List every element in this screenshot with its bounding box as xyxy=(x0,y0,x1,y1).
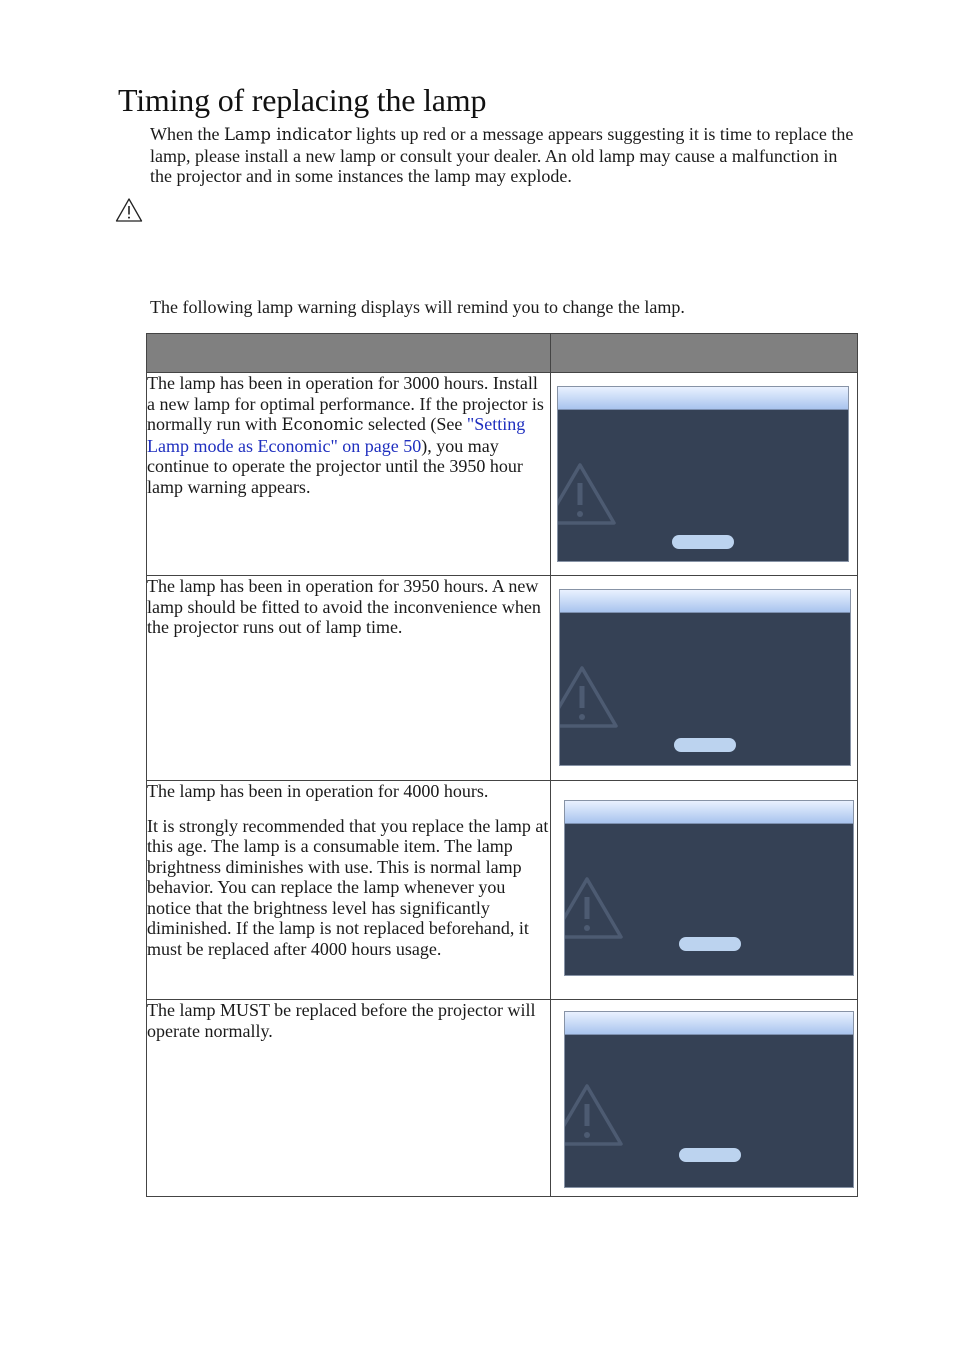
screen-title-bar xyxy=(565,801,853,824)
screen-warning-icon xyxy=(565,873,625,943)
screen-warning-icon xyxy=(565,1080,625,1150)
screen-ok-button[interactable] xyxy=(672,535,734,549)
economic-mode-link[interactable]: "Setting Lamp mode as Economic" on page 50 xyxy=(147,414,526,456)
header-cell-message xyxy=(147,334,551,373)
header-cell-display xyxy=(550,334,857,373)
screen-ok-button[interactable] xyxy=(679,1148,741,1162)
lamp-warning-screen xyxy=(564,800,854,976)
screen-warning-icon xyxy=(558,459,618,529)
lamp-warning-screen xyxy=(564,1011,854,1188)
table-row xyxy=(147,1000,858,1197)
row-description xyxy=(147,781,551,1000)
intro-paragraph xyxy=(150,124,860,187)
table-row xyxy=(147,373,858,576)
lamp-warning-screen xyxy=(557,386,849,562)
lamp-warning-screen xyxy=(559,589,851,766)
row-description xyxy=(147,1000,551,1197)
screen-warning-icon xyxy=(560,662,620,732)
screen-title-bar xyxy=(565,1012,853,1035)
page-title: Timing of replacing the lamp xyxy=(118,82,487,118)
table-row xyxy=(147,781,858,1000)
row-screen-cell xyxy=(550,373,857,576)
warning-triangle-icon xyxy=(115,197,143,223)
screen-title-bar xyxy=(558,387,848,410)
row-screen-cell xyxy=(550,781,857,1000)
screen-ok-button[interactable] xyxy=(674,738,736,752)
row-text xyxy=(147,373,550,497)
row-screen-cell xyxy=(550,576,857,781)
intro-text-start: When the xyxy=(150,124,224,144)
row-text-part: ), you may continue to operate the projector until the 3950 hour lamp warning appears. xyxy=(147,435,523,497)
row-screen-cell xyxy=(550,1000,857,1197)
table-row xyxy=(147,576,858,781)
intro-text-end: lights up red or a message appears suggesting it is time to replace the lamp, please install a new lamp or consult your dealer. An old lamp may cause a malfunction in the projector and in some instances the lamp may explode. xyxy=(150,124,854,186)
row-text: The lamp has been in operation for 3950 hours. A new lamp should be fitted to avoid the inconvenience when the projector runs out of lamp time. xyxy=(147,576,541,637)
row-text: It is strongly recommended that you replace the lamp at this age. The lamp is a consumable item. The lamp brightness diminishes with use. This is normal lamp behavior. You can replace the lamp whenever you notice that the brightness level has significantly diminished. If the lamp is not replaced beforehand, it must be replaced after 4000 hours usage. xyxy=(147,815,549,959)
lamp-indicator-term: Lamp indicator xyxy=(223,125,352,144)
row-description xyxy=(147,373,551,576)
screen-title-bar xyxy=(560,590,850,613)
row-text: The lamp has been in operation for 4000 hours. xyxy=(147,781,489,801)
lead-paragraph: The following lamp warning displays will remind you to change the lamp. xyxy=(150,297,685,317)
row-text: The lamp MUST be replaced before the projector will operate normally. xyxy=(147,1000,536,1041)
table-header-row xyxy=(147,334,858,373)
row-text-part: selected (See xyxy=(363,414,467,434)
lamp-warning-table xyxy=(146,333,858,1197)
screen-ok-button[interactable] xyxy=(679,937,741,951)
row-text-part: The lamp has been in operation for 3000 hours. Install a new lamp for optimal performance. If the projector is normally run with xyxy=(147,373,544,434)
row-description xyxy=(147,576,551,781)
economic-term: Economic xyxy=(281,415,364,434)
